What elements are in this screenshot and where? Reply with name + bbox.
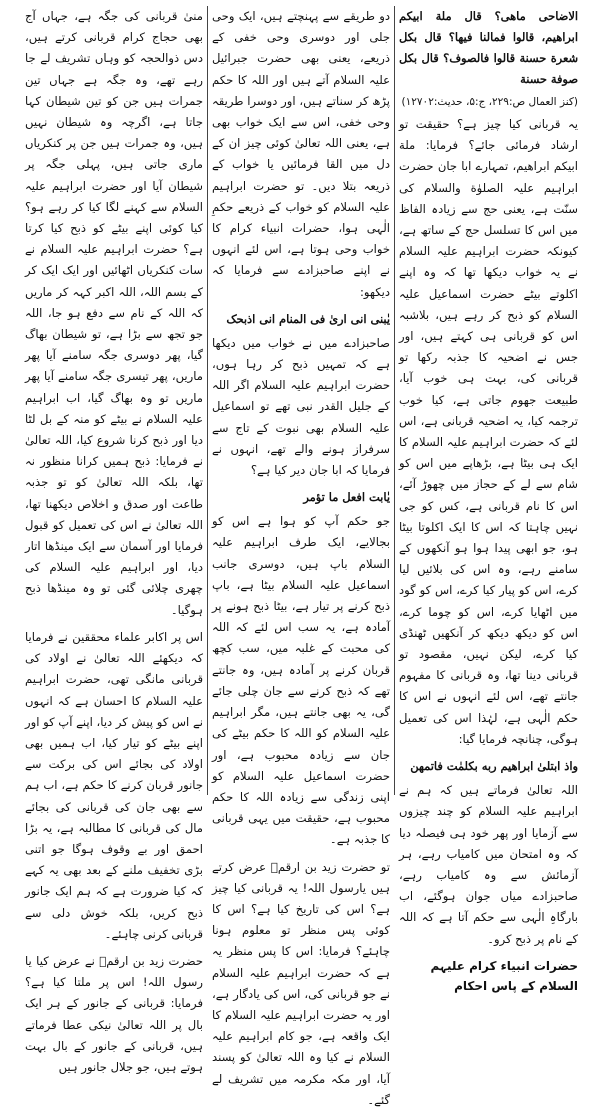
- arabic-hadith: الاضاحی ماهی؟ قال ملة ابیکم ابراهیم، قالوا فمالنا فیها؟ قال بکل شعرة حسنة قالوا فالصوف؟ قال بکل صوفة حسنة: [399, 9, 578, 86]
- paragraph: جو حکم آپ کو ہوا ہے اس کو بجالایے، ایک طرف ابراہیم علیہ السلام باپ ہیں، دوسری جانب اسماعیل علیہ السلام بیٹا ہے، باپ ذبح کرنے پر تیار ہے، بیٹا ذبح ہونے پر آمادہ ہے، یہ سب اس لئے کہ اللہ کی محبت کے غلبہ میں، سب کچھ قربان کرنے پر آمادہ ہیں، وہ جانتے تھے کہ ذبح کرنے سے جان چلی جائے گی، یہ بھی جانتے ہیں، مگر ابراہیم علیہ السلام کو اللہ کا حکم بیٹے کی جان سے زیادہ محبوب ہے، اور حضرت اسماعیل علیہ السلام کو اپنی زندگی سے زیادہ اللہ کا حکم محبوب ہے، حقیقت میں یہی قربانی کا جذبہ ہے۔: [212, 514, 390, 847]
- column-middle: [208, 6, 395, 1107]
- column-right: [395, 6, 582, 993]
- paragraph: اللہ تعالیٰ فرماتے ہیں کہ ہم نے ابراہیم علیہ السلام کو چند چیزوں سے آزمایا اور پھر خود ہی فیصلہ دیا کہ وہ امتحان میں کامیاب رہے، ہر آزمائش سے وہ کامیاب رہے، صاحبزادے میاں جوان ہوگئے، اب بارگاہِ الٰہی سے حکم آتا ہے کہ اللہ کے نام پر ذبح کرو۔: [399, 783, 578, 946]
- hadith-reference: (کنز العمال ص:۲۲۹، ج:۵، حدیث:۱۲۷۰۲): [401, 96, 578, 108]
- quran-verse: واذ ابتلیٰ ابراهیم ربه بکلمٰت فاتمهن: [410, 759, 578, 774]
- paragraph: یہ قربانی کیا چیز ہے؟ حقیقت تو ارشاد فرمائی جائے؟ فرمایا: ملة ابیکم ابراهیم، تمہارے ابا جان حضرت ابراہیم علیہ الصلوٰة والسلام کی سنّت ہے، یعنی حج سے زیادہ الفاظ میں اس کا تسلسل حج کے ساتھ ہے، کیونکہ حضرت ابراہیم علیہ السلام نے یہ خواب دیکھا تھا کہ وہ اپنے اکلوتے بیٹے حضرت اسماعیل علیہ السلام کو ذبح کر رہے ہیں، بلاشبہ اس کو قربانی ہی کہتے ہیں، اور جس نے اضحیہ کا جذبہ رکھا تو قربانی کی، بہت ہی خوب آیا، طبیعت جھوم جاتی ہے، کیا خوب ترجمہ کیا، یہ اضحیہ قربانی ہے، اس لئے کہ حضرت ابراہیم علیہ السلام کا ایک ہی بیٹا ہے، بڑھاپے میں اس کو شام سے لے کے حجاز میں چھوڑ آئے، اس کا نام قربانی ہے، کس کو جی نہیں چاہتا کہ اس کا ایک اکلوتا بیٹا ہو، جو ابھی پیدا ہوا ہو آنکھوں کے سامنے رہے، وہ اس کی بلائیں لیا کرے، اس کو پیار کیا کرے، اس کو گود میں اٹھایا کرے، اس کو چوما کرے، اس کو دیکھ دیکھ کر آنکھیں ٹھنڈی کیا کرے، لیکن نہیں، مقصود تو قربانی دینا تھا، وہ قربانی کا مفہوم جانتے تھے، اس لئے انہوں نے اس کا حکم الٰہی ہے، لہٰذا اس کی تعمیل ہوگی، چنانچہ فرمایا گیا:: [399, 117, 578, 746]
- paragraph: منیٰ قربانی کی جگہ ہے، جہاں آج بھی حجاج کرام قربانی کرتے ہیں، دس ذوالحجہ کو وہاں تشریف لے جا رہے تھے، وہ جگہ ہے جہاں تین جمرات ہیں جن کو تین شیطان کہا جاتا ہے، اگرچہ وہ شیطان نہیں ہیں، وہ جمرات ہیں جن پر کنکریاں ماری جاتی ہیں، پہلی جگہ پر شیطان آیا اور حضرت ابراہیم علیہ السلام سے کہنے لگا کیا کر رہے ہو؟ کیا کوئی اپنے بیٹے کو ذبح کیا کرتا ہے؟ حضرت ابراہیم علیہ السلام نے سات کنکریاں اٹھائیں اور ایک ایک کر کے بسم اللہ، اللہ اکبر کہہ کر ماریں کہ اللہ کے نام سے دفع ہو جا، اللہ جو تجھ سے بڑا ہے، تو شیطان بھاگ گیا، پھر دوسری جگہ سامنے آیا پھر ماریں، پھر تیسری جگہ سامنے آیا پھر ماریں تو وہ بھاگ گیا، اب ابراہیم علیہ السلام نے بیٹے کو منہ کے بل لٹا دیا اور ذبح کرنا شروع کیا، اللہ تعالیٰ نے فرمایا: ذبح ہمیں کرانا منظور نہ تھا، بلکہ اللہ تعالیٰ کو تو جذبہ طاعت اور صدق و اخلاص دیکھنا تھا، اللہ تعالیٰ نے اس کی تعمیل کو قبول فرمایا اور آسمان سے ایک مینڈھا اتار دیا، اور ابراہیم علیہ السلام کی چھری چلائی گئی تو وہ مینڈھا ذبح ہوگیا۔: [25, 9, 203, 617]
- paragraph: تو حضرت زید بن ارقمؓ عرض کرتے ہیں یارسول اللہ! یہ قربانی کیا چیز ہے؟ اس کی تاریخ کیا ہے؟ اس کا کوئی پس منظر تو معلوم ہونا چاہئے؟ فرمایا: اس کا پس منظر یہ ہے کہ حضرت ابراہیم علیہ السلام نے جو قربانی کی، اس کی یادگار ہے، اور یہ حضرت ابراہیم علیہ السلام کا ایک واقعہ ہے، جو کام ابراہیم علیہ السلام نے کیا وہ اللہ تعالیٰ کو پسند آیا، اور مکہ مکرمہ میں تشریف لے گئے۔: [212, 859, 390, 1107]
- paragraph: حضرت زید بن ارقمؓ نے عرض کیا یا رسول اللہ! اس پر ملتا کیا ہے؟ فرمایا: قربانی کے جانور کے ہر ایک بال پر اللہ تعالیٰ نیکی عطا فرماتے ہیں، قربانی کے جانور کے بال بہت ہوتے ہیں، جو جلال جانور ہیں: [25, 953, 203, 1074]
- column-left: [21, 6, 208, 1074]
- paragraph: دو طریقے سے پہنچتے ہیں، ایک وحی جلی اور دوسری وحی خفی کے ذریعے، یعنی بھی حضرت جبرائیل علیہ السلام آتے ہیں اور اللہ کا حکم پڑھ کر سناتے ہیں، اور دوسرا طریقہ وحی خفی، اس سے ایک خواب بھی ہے، یعنی اللہ تعالیٰ کوئی چیز ان کے دل میں القا فرمائیں یا خواب کے ذریعہ بتلا دیں۔ تو حضرت ابراہیم علیہ السلام کو خواب کے ذریعے حکمِ الٰہی ہوا، حضرات انبیاء کرام کا خواب وحی ہوتا ہے، اس لئے انہوں نے اپنے صاحبزادے سے فرمایا کہ دیکھو:: [212, 9, 390, 299]
- paragraph: صاحبزادے میں نے خواب میں دیکھا ہے کہ تمہیں ذبح کر رہا ہوں، حضرت ابراہیم علیہ السلام اگر اللہ کے جلیل القدر نبی تھے تو اسماعیل علیہ السلام بھی نبوت کے تاج سے سرفراز ہونے والے تھے، انہوں نے فرمایا کہ ابا جان دیر کیا ہے؟: [212, 335, 390, 478]
- paragraph: اس پر اکابر علماء محققین نے فرمایا کہ دیکھئے اللہ تعالیٰ نے اولاد کی قربانی مانگی تھی، حضرت ابراہیم علیہ السلام کا احسان ہے کہ انہوں نے اس کو پیش کر دیا، اپنے آپ کو اور اپنے بیٹے کو تیار کیا، اب ہمیں بھی اولاد کی بجائے اس کی برکت سے جانور قربان کرنے کا حکم ہے، اب ہم سے بھی جان کی قربانی کی بجائے مال کی قربانی کا مطالبہ ہے، یہ بڑا احمق اور بے وقوف ہوگا جو اتنی بڑی تخفیف ملنے کے بعد بھی یہ کہے کہ کیا ضرورت ہے کہ ہم ایک جانور ذبح کریں، بلکہ خوش دلی سے قربانی کرنی چاہئے۔: [25, 629, 203, 941]
- quran-verse: یٰبنی انی اریٰ فی المنام انی اذبحک: [226, 311, 390, 326]
- section-heading: حضرات انبیاء کرام علیہم السلام کے پاس احکام: [430, 958, 578, 993]
- quran-verse: یٰابت افعل ما تؤمر: [303, 490, 390, 505]
